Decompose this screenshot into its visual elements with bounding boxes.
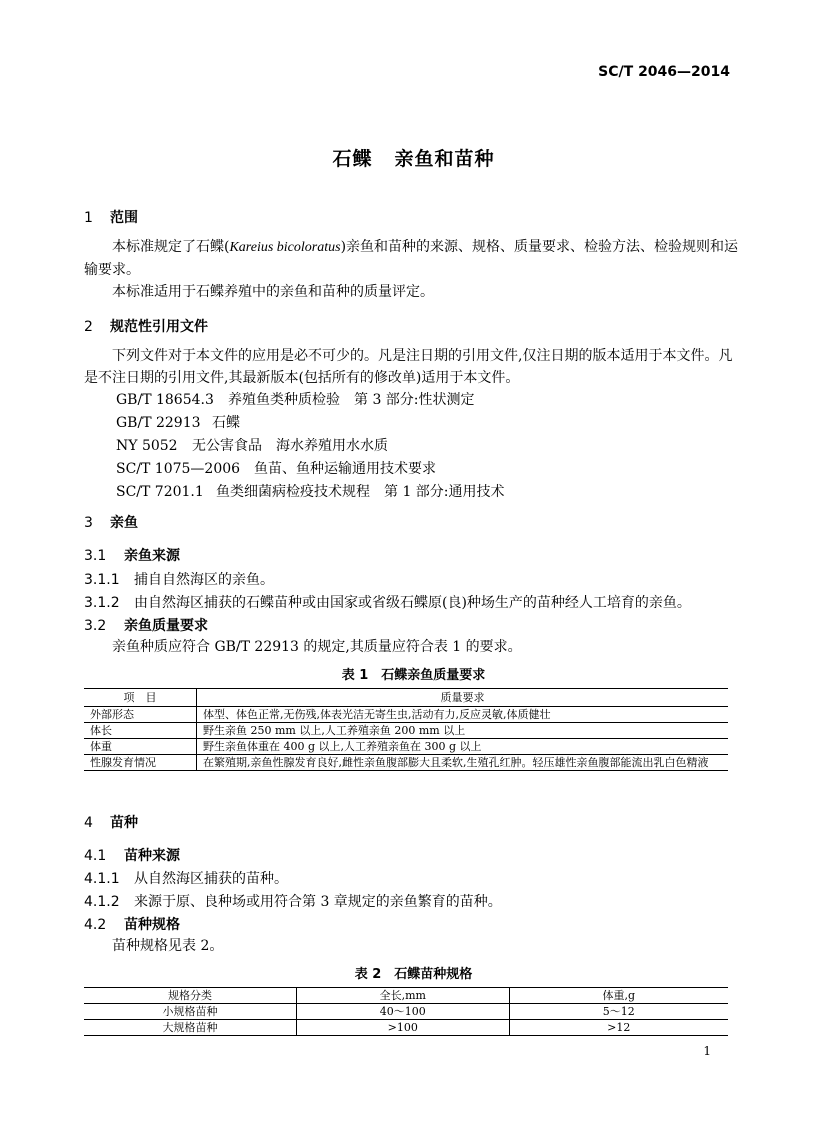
section-3-2-para: 亲鱼种质应符合 GB/T 22913 的规定,其质量应符合表 1 的要求。 <box>112 639 522 655</box>
section-3-2-heading: 3.2 亲鱼质量要求 <box>84 618 208 634</box>
table-header-cell: 项 目 <box>84 689 197 707</box>
table-row <box>84 1004 728 1020</box>
table-cell: 性腺发育情况 <box>84 755 197 771</box>
table-row <box>84 739 728 755</box>
table-cell: 野生亲鱼体重在 400 g 以上,人工养殖亲鱼在 300 g 以上 <box>197 739 729 755</box>
table-row <box>84 755 728 771</box>
page-title <box>0 144 827 171</box>
table-cell: 野生亲鱼 250 mm 以上,人工养殖亲鱼 200 mm 以上 <box>197 723 729 739</box>
ref-item: GB/T 18654.3 养殖鱼类种质检验 第 3 部分:性状测定 <box>116 392 475 408</box>
table-cell: >100 <box>297 1020 510 1036</box>
section-4-2-para: 苗种规格见表 2。 <box>112 938 224 954</box>
section-4-1-2: 4.1.2 来源于原、良种场或用符合第 3 章规定的亲鱼繁育的苗种。 <box>84 894 502 910</box>
table-1-caption: 表 1 石鲽亲鱼质量要求 <box>341 668 486 683</box>
section-3-heading: 3 亲鱼 <box>84 515 138 531</box>
table-cell: 5～12 <box>509 1004 728 1020</box>
section-3-1-1: 3.1.1 捕自自然海区的亲鱼。 <box>84 572 274 588</box>
section-4-1-1: 4.1.1 从自然海区捕获的苗种。 <box>84 871 288 887</box>
standard-code: SC/T 2046—2014 <box>598 64 730 80</box>
page-number: 1 <box>703 1044 711 1058</box>
table-cell: 小规格苗种 <box>84 1004 297 1020</box>
table-header-cell: 规格分类 <box>84 988 297 1004</box>
title-part1: 石鲽 <box>332 148 373 170</box>
section-2-para-1: 下列文件对于本文件的应用是必不可少的。凡是注日期的引用文件,仅注日期的版本适用于本文件。凡是不注日期的引用文件,其最新版本(包括所有的修改单)适用于本文件。 <box>84 348 733 386</box>
table-1 <box>84 688 728 771</box>
table-row <box>84 1020 728 1036</box>
ref-item: GB/T 22913 石鲽 <box>116 415 240 431</box>
ref-item: SC/T 7201.1 鱼类细菌病检疫技术规程 第 1 部分:通用技术 <box>116 484 505 500</box>
section-1-heading: 1 范围 <box>84 210 138 226</box>
table-cell: 体重 <box>84 739 197 755</box>
ref-item: NY 5052 无公害食品 海水养殖用水水质 <box>116 438 388 454</box>
table-row <box>84 707 728 723</box>
table-header-cell: 体重,g <box>509 988 728 1004</box>
section-1-para-1: 本标准规定了石鲽(Kareius bicoloratus)亲鱼和苗种的来源、规格、质量要求、检验方法、检验规则和运输要求。 <box>84 239 739 278</box>
table-2 <box>84 987 728 1036</box>
table-row <box>84 723 728 739</box>
table-2-caption: 表 2 石鲽苗种规格 <box>354 967 473 982</box>
table-cell: 在繁殖期,亲鱼性腺发育良好,雌性亲鱼腹部膨大且柔软,生殖孔红肿。轻压雄性亲鱼腹部能流出乳白色精液 <box>197 755 729 771</box>
table-cell: 大规格苗种 <box>84 1020 297 1036</box>
title-part2: 亲鱼和苗种 <box>394 148 495 170</box>
section-4-1-heading: 4.1 苗种来源 <box>84 848 180 864</box>
section-4-heading: 4 苗种 <box>84 815 138 831</box>
table-cell: 体型、体色正常,无伤残,体表光洁无寄生虫,活动有力,反应灵敏,体质健壮 <box>197 707 729 723</box>
table-header-row <box>84 689 728 707</box>
table-header-row <box>84 988 728 1004</box>
table-cell: 40～100 <box>297 1004 510 1020</box>
table-cell: 外部形态 <box>84 707 197 723</box>
table-header-cell: 全长,mm <box>297 988 510 1004</box>
section-2-heading: 2 规范性引用文件 <box>84 319 208 335</box>
section-4-2-heading: 4.2 苗种规格 <box>84 917 180 933</box>
section-3-1-heading: 3.1 亲鱼来源 <box>84 548 180 564</box>
section-1-para-2: 本标准适用于石鲽养殖中的亲鱼和苗种的质量评定。 <box>112 284 434 300</box>
latin-name: Kareius bicoloratus <box>229 240 341 255</box>
table-header-cell: 质量要求 <box>197 689 729 707</box>
section-3-1-2: 3.1.2 由自然海区捕获的石鲽苗种或由国家或省级石鲽原(良)种场生产的苗种经人工培育的亲鱼。 <box>84 595 691 611</box>
ref-item: SC/T 1075—2006 鱼苗、鱼种运输通用技术要求 <box>116 461 436 477</box>
table-cell: >12 <box>509 1020 728 1036</box>
table-cell: 体长 <box>84 723 197 739</box>
